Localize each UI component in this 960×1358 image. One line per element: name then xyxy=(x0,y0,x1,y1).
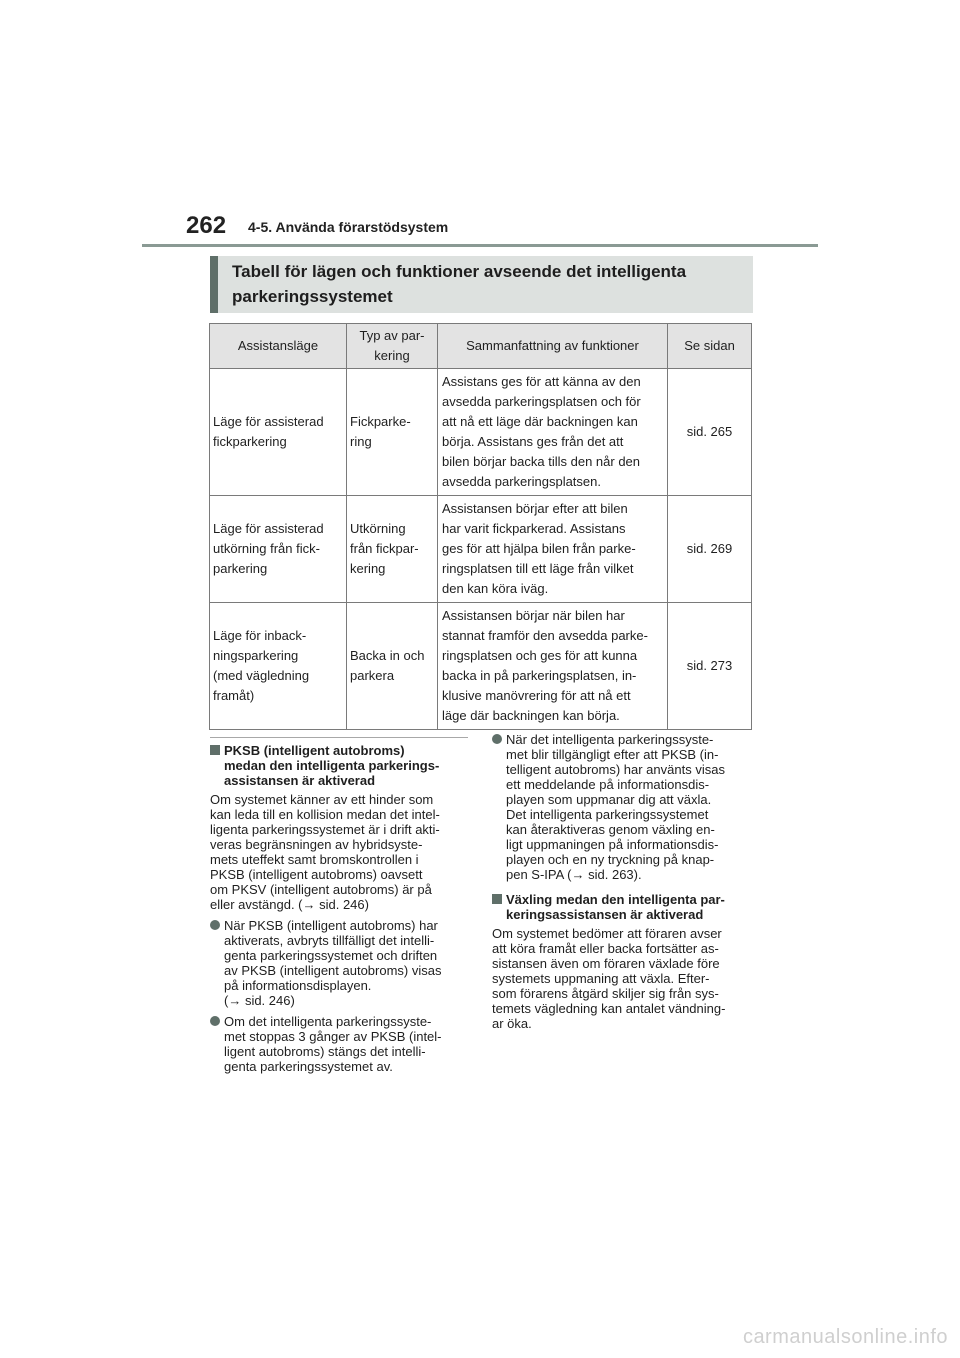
cell-summary-text: Assistans ges för att känna av den avsedda parkeringsplatsen och för att nå ett läge där backningen kan börja. Assistans ges från det att bilen börjar backa tills den når den avsedda parkeringsplatsen. xyxy=(442,374,641,489)
cell-page xyxy=(668,369,752,496)
header-mode-text: Assistansläge xyxy=(237,338,319,353)
pksb-subheading-text: PKSB (intelligent autobroms) medan den intelligenta parkerings- assistansen är aktiverad xyxy=(224,743,440,788)
header-summary xyxy=(438,324,668,369)
round-bullet-icon xyxy=(210,1016,220,1026)
table-row xyxy=(210,369,752,496)
cell-summary xyxy=(438,603,668,730)
table-heading xyxy=(210,256,753,313)
shift-subheading-text: Växling medan den intelligenta par- keringsassistansen är aktiverad xyxy=(506,892,725,922)
cell-type xyxy=(347,369,438,496)
list-item-text: Om det intelligenta parkeringssyste- met stoppas 3 gånger av PKSB (intel- ligent autobroms) stängs det intelli- genta parkeringssystemet av. xyxy=(224,1014,442,1074)
cell-page xyxy=(668,603,752,730)
cell-summary xyxy=(438,496,668,603)
cell-type xyxy=(347,603,438,730)
cell-summary-text: Assistansen börjar när bilen har stannat framför den avsedda parke- ringsplatsen och ges för att kunna backa in på parkeringsplatsen, in- klusive manövrering för att nå ett läge där backningen kan börja. xyxy=(442,608,648,723)
round-bullet-icon xyxy=(210,920,220,930)
cell-type xyxy=(347,496,438,603)
list-item-text: När PKSB (intelligent autobroms) har aktiverats, avbryts tillfälligt det intelli- genta parkeringssystemet och driften av PKSB (intelligent autobroms) visas på informationsdisplayen. (→ sid. 246) xyxy=(224,918,442,1008)
cell-mode xyxy=(210,603,347,730)
parking-modes-table xyxy=(209,323,752,730)
header-mode xyxy=(210,324,347,369)
cell-type-text: Backa in och parkera xyxy=(350,648,425,683)
list-item xyxy=(210,1014,468,1074)
page-number: 262 xyxy=(186,212,227,239)
list-item-text: När det intelligenta parkeringssyste- met blir tillgängligt efter att PKSB (in- telligent autobroms) har använts visas ett meddelande på informationsdis- playen som uppmanar dig att växla. Det intelligenta parkeringssystemet kan återaktiveras genom växling en- ligt uppmaningen på informationsdis- playen och en ny tryckning på knap- pen S-IPA (→ sid. 263). xyxy=(506,732,725,882)
header-type xyxy=(347,324,438,369)
header-divider xyxy=(142,244,818,247)
cell-page-text: sid. 273 xyxy=(686,658,733,673)
left-column xyxy=(210,743,468,1080)
header-type-text: Typ av par- kering xyxy=(359,328,425,363)
table-row xyxy=(210,496,752,603)
cell-summary-text: Assistansen börjar efter att bilen har varit fickparkerad. Assistans ges för att hjälpa bilen från parke- ringsplatsen till ett läge från vilket den kan köra iväg. xyxy=(442,501,636,596)
pksb-paragraph: Om systemet känner av ett hinder som kan leda till en kollision medan det intel- ligenta parkeringssystemet är i drift akti- veras begränsningen av hybridsyste- mets uteffekt samt bromskontrollen i PKSB (intelligent autobroms) oavsett om PKSV (intelligent autobroms) är på eller avstängd. (→ sid. 246) xyxy=(210,792,440,912)
shift-subheading xyxy=(492,892,754,922)
cell-mode-text: Läge för assisterad fickparkering xyxy=(213,414,324,449)
header-summary-text: Sammanfattning av funktioner xyxy=(466,338,639,353)
cell-summary xyxy=(438,369,668,496)
cell-mode-text: Läge för assisterad utkörning från fick- parkering xyxy=(213,521,324,576)
pksb-subheading xyxy=(210,743,468,788)
right-column xyxy=(492,732,754,1037)
cell-mode xyxy=(210,496,347,603)
list-item xyxy=(492,732,754,882)
table-row xyxy=(210,603,752,730)
header-page xyxy=(668,324,752,369)
table-heading-line-1: Tabell för lägen och funktioner avseende det intelligenta xyxy=(232,262,687,281)
cell-type-text: Utkörning från fickpar- kering xyxy=(350,521,419,576)
watermark: carmanualsonline.info xyxy=(742,1326,948,1348)
left-column-rule xyxy=(210,737,468,738)
header-page-text: Se sidan xyxy=(684,338,735,353)
cell-page-text: sid. 269 xyxy=(686,541,733,556)
cell-mode-text: Läge för inback- ningsparkering (med vägledning framåt) xyxy=(213,628,310,703)
cell-page-text: sid. 265 xyxy=(686,424,733,439)
list-item xyxy=(210,918,468,1008)
cell-page xyxy=(668,496,752,603)
section-title: 4-5. Använda förarstödsystem xyxy=(248,219,449,235)
round-bullet-icon xyxy=(492,734,502,744)
square-bullet-icon xyxy=(492,894,502,904)
cell-mode xyxy=(210,369,347,496)
table-heading-line-2: parkeringssystemet xyxy=(232,287,393,306)
square-bullet-icon xyxy=(210,745,220,755)
shift-paragraph: Om systemet bedömer att föraren avser att köra framåt eller backa fortsätter as- sistansen även om föraren växlade före systemets uppmaning att växla. Efter- som förarens åtgärd skiljer sig från sys- temets vägledning kan antalet vändning- ar öka. xyxy=(492,926,726,1031)
table-header-row xyxy=(210,324,752,369)
cell-type-text: Fickparke- ring xyxy=(350,414,411,449)
